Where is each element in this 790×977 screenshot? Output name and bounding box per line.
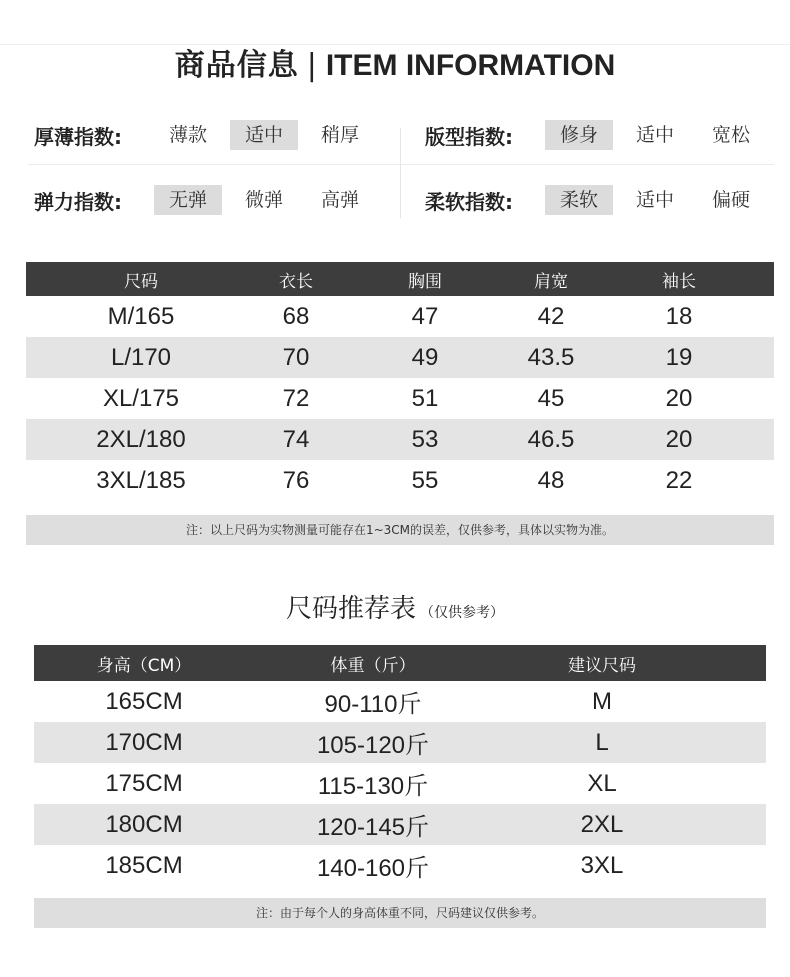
- fit-option-regular: 适中: [635, 124, 674, 146]
- cell-weight: 120-145斤: [316, 814, 430, 841]
- elasticity-index: [34, 183, 382, 217]
- elasticity-option-slight: 微弹: [244, 189, 283, 211]
- title-separator: |: [306, 48, 318, 83]
- size-chart-header: [26, 262, 774, 296]
- thickness-label: 厚薄指数:: [34, 124, 122, 149]
- cell-weight: 105-120斤: [316, 732, 430, 759]
- cell-length: 72: [282, 384, 310, 412]
- cell-weight: 140-160斤: [316, 855, 430, 882]
- cell-length: 68: [282, 302, 310, 330]
- table-row: [34, 804, 766, 845]
- header-chest: 胸围: [408, 271, 442, 292]
- thickness-option-thin: 薄款: [168, 124, 207, 146]
- thickness-option-thick: 稍厚: [320, 124, 359, 146]
- cell-size: M/165: [107, 302, 175, 330]
- cell-chest: 49: [411, 343, 439, 371]
- cell-size: L/170: [110, 343, 172, 371]
- title-en: ITEM INFORMATION: [325, 49, 616, 82]
- recommend-header: [34, 645, 766, 681]
- table-row: [34, 845, 766, 886]
- cell-sleeve: 20: [665, 425, 693, 453]
- header-weight: 体重（斤）: [330, 655, 416, 676]
- softness-label: 柔软指数:: [425, 189, 513, 214]
- cell-height: 185CM: [105, 851, 183, 879]
- cell-sleeve: 20: [665, 384, 693, 412]
- elasticity-option-none-selected: 无弹: [154, 185, 222, 215]
- softness-index: [425, 183, 773, 217]
- cell-suggested-size: 2XL: [580, 810, 624, 838]
- thickness-option-medium-selected: 适中: [230, 120, 298, 150]
- size-chart-table: [26, 262, 774, 501]
- table-row: [26, 378, 774, 419]
- cell-length: 70: [282, 343, 310, 371]
- header-sleeve: 袖长: [662, 271, 696, 292]
- cell-chest: 47: [411, 302, 439, 330]
- size-recommend-table: [34, 645, 766, 886]
- cell-suggested-size: XL: [587, 769, 617, 797]
- cell-height: 165CM: [105, 687, 183, 715]
- cell-height: 175CM: [105, 769, 183, 797]
- cell-sleeve: 18: [665, 302, 693, 330]
- header-size: 尺码: [124, 271, 158, 292]
- table-row: [26, 296, 774, 337]
- cell-shoulder: 46.5: [527, 425, 575, 453]
- table-row: [26, 337, 774, 378]
- cell-height: 170CM: [105, 728, 183, 756]
- title-cn: 商品信息: [174, 48, 299, 83]
- size-chart-note: 注：以上尺码为实物测量可能存在1~3CM的误差，仅供参考，具体以实物为准。: [26, 515, 774, 545]
- cell-size: 3XL/185: [96, 466, 186, 494]
- softness-option-soft-selected: 柔软: [545, 185, 613, 215]
- header-suggested-size: 建议尺码: [568, 655, 636, 676]
- attr-divider-horizontal: [28, 164, 774, 165]
- cell-size: 2XL/180: [96, 425, 186, 453]
- cell-weight: 115-130斤: [317, 773, 429, 800]
- recommend-title: [0, 588, 790, 625]
- table-row: [34, 763, 766, 804]
- header-height: 身高（CM）: [96, 655, 192, 676]
- cell-length: 76: [282, 466, 310, 494]
- cell-chest: 55: [411, 466, 439, 494]
- recommend-title-text: 尺码推荐表: [285, 594, 416, 624]
- cell-shoulder: 42: [537, 302, 565, 330]
- cell-shoulder: 48: [537, 466, 565, 494]
- cell-shoulder: 45: [537, 384, 565, 412]
- fit-option-slim-selected: 修身: [545, 120, 613, 150]
- cell-sleeve: 22: [665, 466, 693, 494]
- header-length: 衣长: [279, 271, 313, 292]
- cell-chest: 51: [411, 384, 439, 412]
- softness-option-firm: 偏硬: [711, 189, 750, 211]
- header-shoulder: 肩宽: [534, 271, 568, 292]
- cell-weight: 90-110斤: [324, 691, 422, 718]
- table-row: [34, 722, 766, 763]
- cell-shoulder: 43.5: [527, 343, 575, 371]
- fit-label: 版型指数:: [425, 124, 513, 149]
- thickness-index: [34, 118, 382, 152]
- cell-sleeve: 19: [665, 343, 693, 371]
- table-row: [34, 681, 766, 722]
- elasticity-label: 弹力指数:: [34, 189, 122, 214]
- cell-suggested-size: 3XL: [580, 851, 624, 879]
- recommend-note: 注：由于每个人的身高体重不同，尺码建议仅供参考。: [34, 898, 766, 928]
- cell-chest: 53: [411, 425, 439, 453]
- table-row: [26, 419, 774, 460]
- cell-length: 74: [282, 425, 310, 453]
- fit-index: [425, 118, 773, 152]
- attr-divider-vertical: [400, 128, 401, 218]
- cell-height: 180CM: [105, 810, 183, 838]
- elasticity-option-high: 高弹: [320, 189, 359, 211]
- recommend-title-note: （仅供参考）: [420, 605, 504, 621]
- cell-suggested-size: L: [595, 728, 609, 756]
- table-row: [26, 460, 774, 501]
- fit-option-loose: 宽松: [711, 124, 750, 146]
- softness-option-medium: 适中: [635, 189, 674, 211]
- cell-suggested-size: M: [592, 687, 612, 715]
- page-title: [0, 40, 790, 84]
- cell-size: XL/175: [102, 384, 180, 412]
